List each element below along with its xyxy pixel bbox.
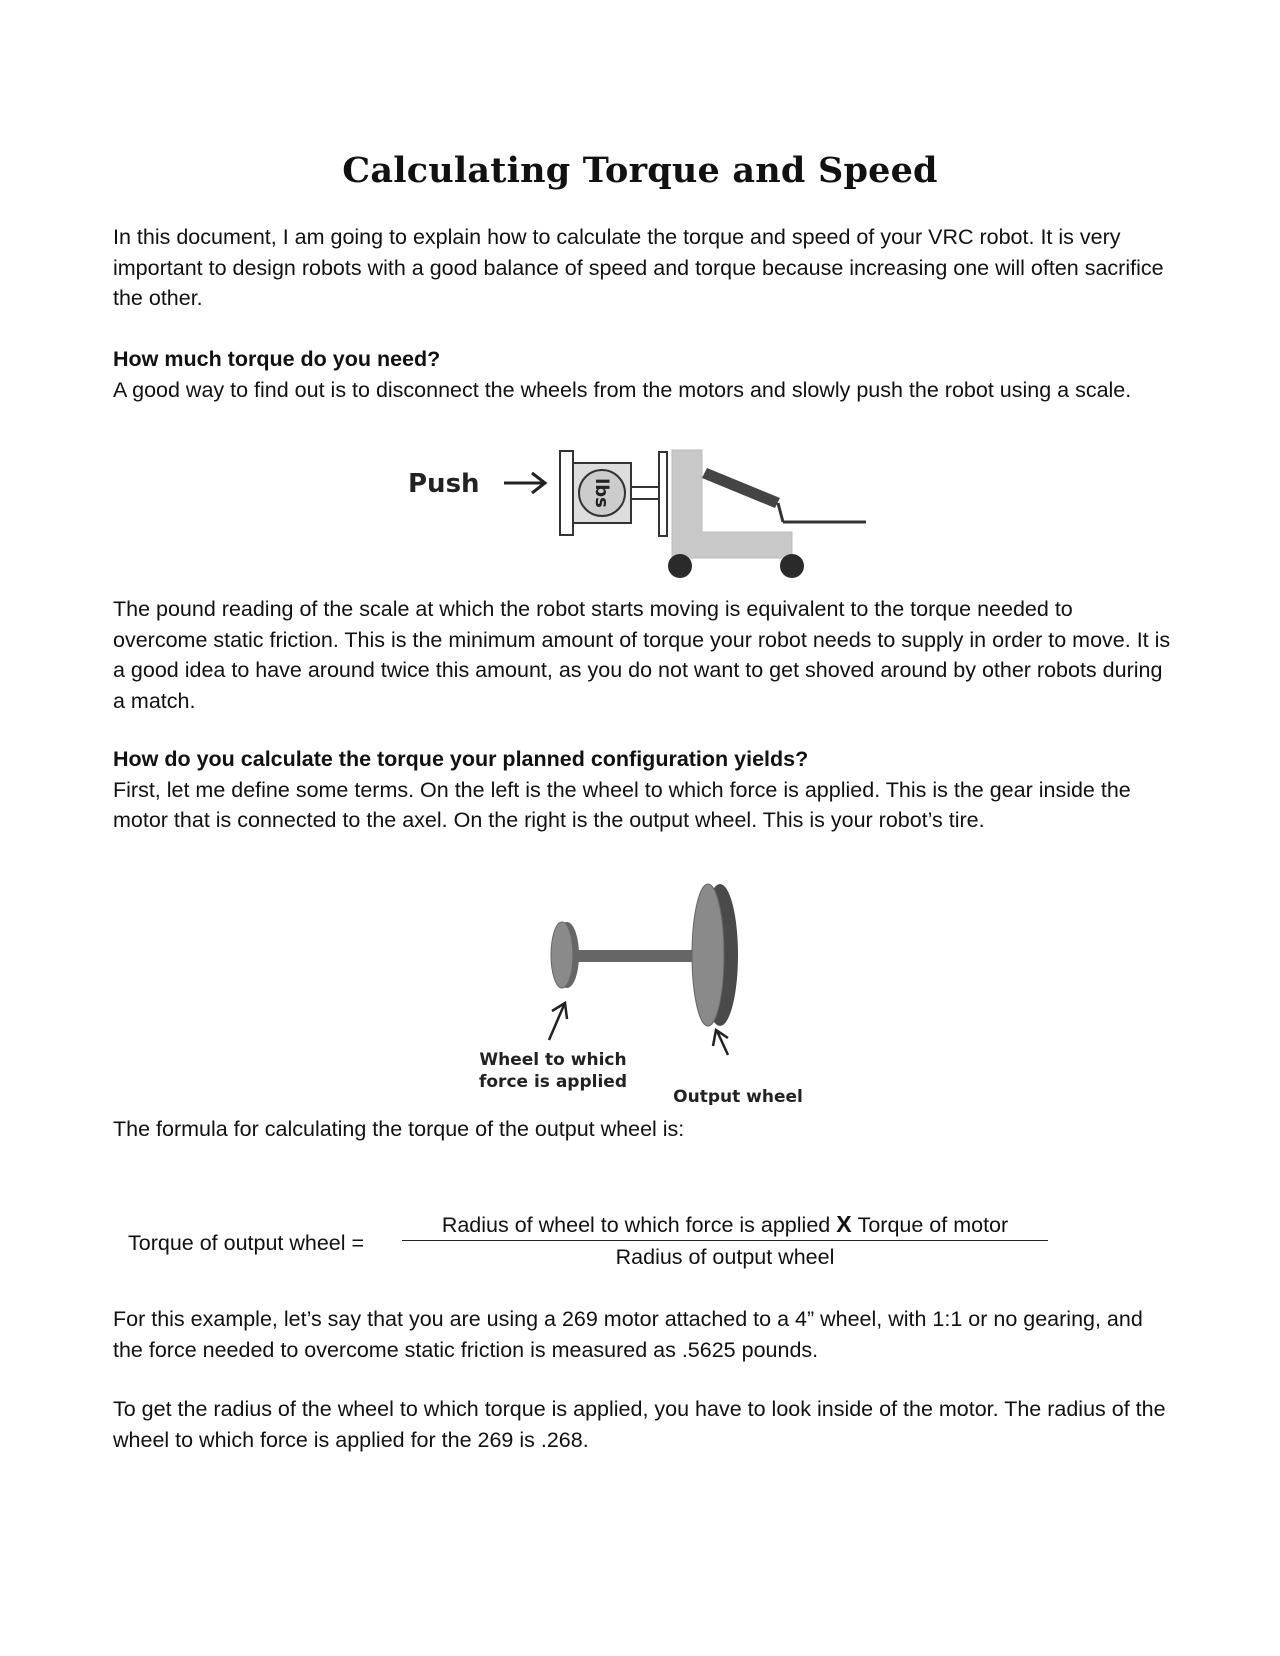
axle-icon [573, 950, 698, 962]
section-heading: How much torque do you need? [113, 347, 441, 371]
formula-operator: X [836, 1211, 852, 1237]
push-label: Push [408, 469, 480, 499]
formula-numerator-b: Torque of motor [857, 1213, 1009, 1237]
section-torque-needed [113, 344, 1173, 405]
scale-icon [560, 451, 667, 536]
section-body: First, let me define some terms. On the left is the wheel to which force is applied. This is the gear inside the motor that is connected to the axel. On the right is the output wheel. This is your robot’s tire. [113, 777, 1131, 832]
radius-paragraph: To get the radius of the wheel to which torque is applied, you have to look inside of the motor. The radius of the wheel to which force is applied for the 269 is .268. [113, 1397, 1166, 1452]
example-paragraph: For this example, let’s say that you are using a 269 motor attached to a 4” wheel, with 1:1 or no gearing, and the force needed to overcome static friction is measured as .5625 pounds. [113, 1307, 1143, 1362]
section-body: A good way to find out is to disconnect the wheels from the motors and slowly push the robot using a scale. [113, 377, 1132, 402]
applied-wheel-label-line1: Wheel to which [479, 1050, 627, 1070]
fraction-bar [402, 1240, 1048, 1241]
push-scale-diagram [400, 440, 880, 590]
robot-icon [668, 450, 866, 578]
wheel-axle-diagram [470, 875, 810, 1105]
page-title: Calculating Torque and Speed [342, 150, 938, 191]
formula-lhs: Torque of output wheel = [128, 1231, 365, 1255]
intro-paragraph: In this document, I am going to explain how to calculate the torque and speed of your VRC robot. It is very important to design robots with a good balance of speed and torque because increasing one will often sacrifice the other. [113, 225, 1164, 310]
scale-lbs-label: lbs [591, 478, 612, 508]
push-arrow-icon [504, 473, 545, 493]
formula-intro-paragraph: The formula for calculating the torque of the output wheel is: [113, 1117, 685, 1141]
output-wheel-icon [692, 884, 738, 1026]
right-arrow-icon [713, 1030, 728, 1055]
formula-numerator [402, 1210, 1048, 1239]
formula-numerator-a: Radius of wheel to which force is applied [441, 1213, 831, 1237]
left-arrow-icon [549, 1003, 567, 1040]
formula-denominator: Radius of output wheel [615, 1245, 835, 1269]
section-torque-configuration [113, 744, 1173, 836]
static-friction-paragraph: The pound reading of the scale at which the robot starts moving is equivalent to the torque needed to overcome static friction. This is the minimum amount of torque your robot needs to supply in order to move. It is a good idea to have around twice this amount, as you do not want to get shoved around by other robots during a match. [113, 597, 1171, 713]
section-heading: How do you calculate the torque your planned configuration yields? [113, 747, 809, 771]
applied-wheel-label-line2: force is applied [478, 1072, 628, 1092]
output-wheel-label: Output wheel [673, 1087, 803, 1105]
